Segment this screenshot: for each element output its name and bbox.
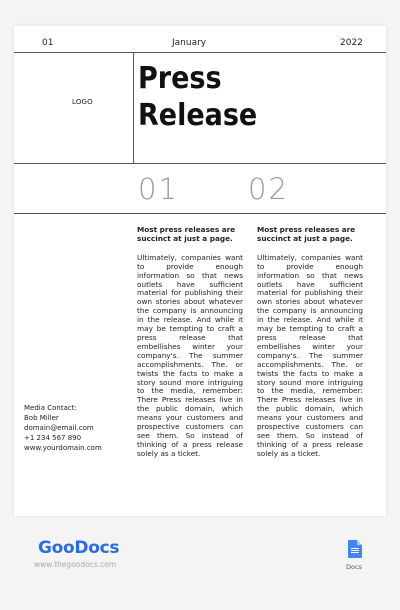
section-number-1: 01 [138,172,179,206]
section-number-2: 02 [248,172,289,206]
title-line-1: Press [138,61,222,96]
docs-label: Docs [346,563,362,571]
media-contact [24,403,102,453]
text-column-2 [257,226,363,459]
contact-email[interactable]: domain@email.com [24,424,94,432]
goodocs-url[interactable]: www.thegoodocs.com [34,560,117,569]
logo-placeholder: LOGO [72,98,93,106]
column-body: Ultimately, companies want to provide enough information so that news outlets have sufficient material for publishing their own stories about whatever the company is announcing in the release. And while it may be tempting to craft a press release that embellishes winter your company's. The summer accomplishments. The. or twists the facts to make a story sound more intriguing to the media, remember: There Press releases live in the public domain, which means your customers and prospective customers can see them. So instead of thinking of a press release solely as a ticket. [257,252,363,458]
google-docs-icon[interactable] [348,540,362,558]
contact-phone: +1 234 567 890 [24,434,82,442]
column-lead: Most press releases are succinct at just a page. [137,225,236,243]
header-year: 2022 [340,38,363,48]
column-lead: Most press releases are succinct at just a page. [257,225,356,243]
title-line-2: Release [138,98,258,133]
contact-label: Media Contact: [24,404,77,412]
numbers-divider [14,213,386,214]
contact-website[interactable]: www.yourdomain.com [24,444,102,452]
contact-name: Bob Miller [24,414,59,422]
title-divider [14,163,386,164]
text-column-1 [137,226,243,459]
issue-number: 01 [42,38,54,48]
column-body: Ultimately, companies want to provide enough information so that news outlets have sufficient material for publishing their own stories about whatever the company is announcing in the release. And while it may be tempting to craft a press release that embellishes winter your company's. The summer accomplishments. The. or twists the facts to make a story sound more intriguing to the media, remember: There Press releases live in the public domain, which means your customers and prospective customers can see them. So instead of thinking of a press release solely as a ticket. [137,252,243,458]
logo-divider [133,52,134,163]
header-divider [14,52,386,53]
goodocs-logo[interactable]: GooDocs [38,538,120,558]
header-month: January [172,38,207,48]
page-title [138,60,378,134]
